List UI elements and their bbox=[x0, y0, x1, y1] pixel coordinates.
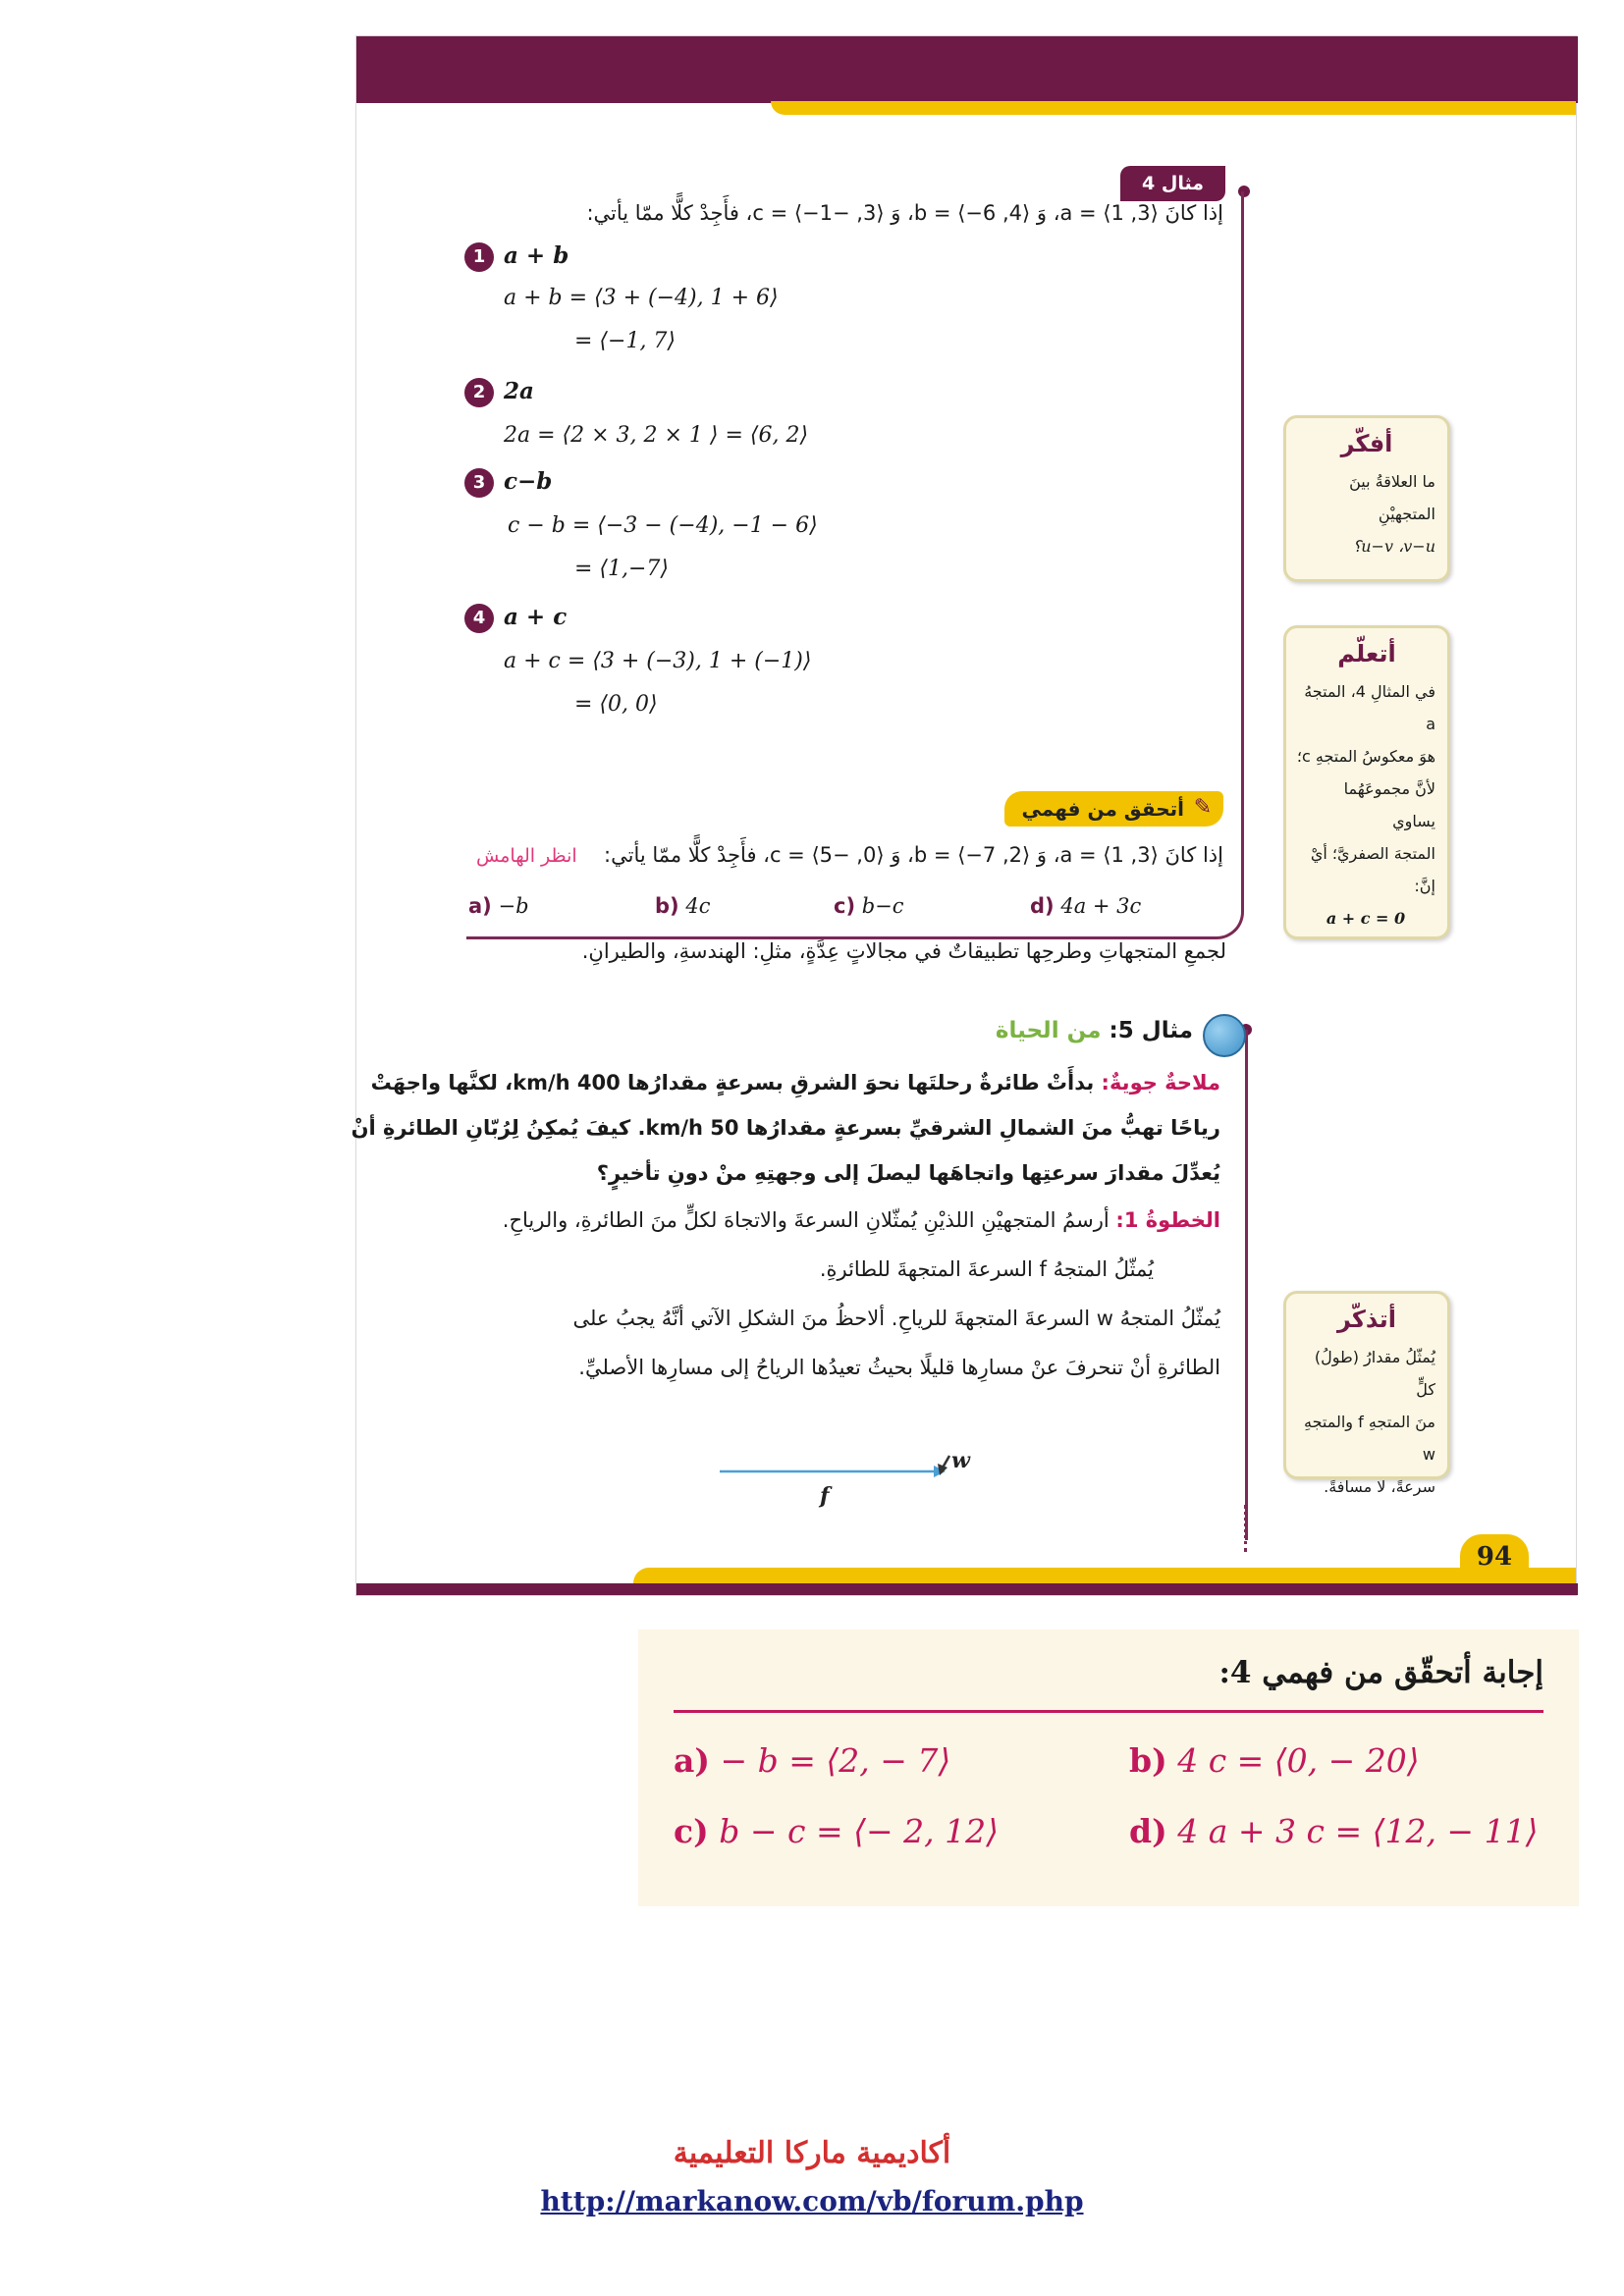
bottom-accent-stripe bbox=[633, 1568, 1576, 1583]
part-1-badge: 1 bbox=[464, 242, 494, 272]
part-3-label: c−b bbox=[504, 468, 553, 495]
part-3-line-1: c − b = ⟨−3 − (−4), −1 − 6⟩ bbox=[508, 513, 818, 538]
example4-intro: إذا كانَ ⟨3, 1⟩ = a، وَ ⟨4, 6−⟩ = b، وَ ⟨3, −1−⟩ = c، فأَجِدْ كلًّا ممّا يأتي: bbox=[586, 201, 1223, 225]
margin-note: انظر الهامش bbox=[476, 845, 577, 867]
top-accent-stripe bbox=[771, 101, 1576, 115]
option-b: b) 4c bbox=[655, 894, 711, 918]
pencil-icon: ✎ bbox=[1193, 795, 1213, 820]
remember-title: أتذكّر bbox=[1337, 1306, 1396, 1333]
part-1-label: a + b bbox=[504, 242, 569, 269]
vector-diagram bbox=[710, 1434, 1004, 1522]
part-2-label: 2a bbox=[504, 378, 534, 404]
answer-panel bbox=[638, 1629, 1579, 1906]
footer-organization: أكاديمية ماركا التعليمية bbox=[673, 2136, 951, 2170]
answer-b: b) 4 c = ⟨0, − 20⟩ bbox=[1129, 1741, 1420, 1780]
example5-line-2: رياحًا تهبُّ منَ الشمالِ الشرقيِّ بسرعةٍ مقدارُها 50 km/h. كيفَ يُمكِنُ لِرُبّانِ الطائرةِ أنْ bbox=[351, 1116, 1220, 1140]
answer-divider bbox=[674, 1710, 1543, 1713]
vector-applications-text: لجمعِ المتجهاتِ وطرحِها تطبيقاتٌ في مجالاتٍ عِدَّةٍ، مثلِ: الهندسةِ، والطيرانِ. bbox=[581, 939, 1226, 963]
learn-box bbox=[1283, 625, 1450, 939]
part-3-badge: 3 bbox=[464, 468, 494, 498]
vector-w-label: w bbox=[951, 1448, 970, 1473]
example5-side-line bbox=[1245, 1030, 1248, 1540]
answer-a: a) − b = ⟨2, − 7⟩ bbox=[674, 1741, 951, 1780]
vector-f-label: f bbox=[820, 1483, 830, 1509]
part-3-line-2: = ⟨1,−7⟩ bbox=[574, 557, 670, 581]
option-a: a) −b bbox=[468, 894, 529, 918]
answer-title: إجابة أتحقّق من فهمي 4: bbox=[1218, 1655, 1543, 1690]
think-box bbox=[1283, 415, 1450, 582]
answer-d: d) 4 a + 3 c = ⟨12, − 11⟩ bbox=[1129, 1812, 1539, 1850]
top-header-band bbox=[356, 36, 1578, 103]
part-2-badge: 2 bbox=[464, 378, 494, 407]
example5-line-f: يُمثّلُ المتجهُ f السرعةَ المتجهةَ للطائرةِ. bbox=[819, 1257, 1154, 1281]
part-1-line-1: a + b = ⟨3 + (−4), 1 + 6⟩ bbox=[504, 286, 779, 310]
page-number: 94 bbox=[1460, 1534, 1529, 1577]
option-c: c) b−c bbox=[834, 894, 904, 918]
think-text: ما العلاقةُ بينَ المتجهيْنِ u−v ،v−u؟ bbox=[1349, 472, 1435, 556]
check-intro: إذا كانَ ⟨3, 1⟩ = a، وَ ⟨2, 7−⟩ = b، وَ ⟨0, −5⟩ = c، فأَجِدْ كلًّا ممّا يأتي: bbox=[604, 843, 1223, 867]
footer-url-link[interactable]: http://markanow.com/vb/forum.php bbox=[540, 2185, 1084, 2217]
remember-box bbox=[1283, 1291, 1450, 1496]
check-understanding-badge bbox=[1004, 791, 1223, 827]
example5-title: مثال 5: من الحياة bbox=[995, 1018, 1193, 1043]
example5-line-w: يُمثّلُ المتجهُ w السرعةَ المتجهةَ للرياحِ. ألاحظُ منَ الشكلِ الآتي أنَّهُ يجبُ على bbox=[572, 1307, 1220, 1330]
example4-box bbox=[466, 173, 1244, 939]
example5-side-dots bbox=[1244, 1505, 1247, 1552]
check-understanding-title: أتحقق من فهمي bbox=[1021, 797, 1184, 821]
example5-line-deviate: الطائرةِ أنْ تنحرفَ عنْ مسارِها قليلًا بحيثُ تعيدُها الرياحُ إلى مسارِها الأصليِّ. bbox=[578, 1356, 1220, 1379]
think-title: أفكّر bbox=[1340, 430, 1393, 457]
example5-line-3: يُعدِّلَ مقدارَ سرعتِها واتجاهَها ليصلَ إلى وجهتِهِ منْ دونِ تأخيرٍ؟ bbox=[596, 1161, 1220, 1185]
example5-step1: الخطوةُ 1: أرسمُ المتجهيْنِ اللذيْنِ يُمثّلانِ السرعةَ والاتجاهَ لكلٍّ منَ الطائرةِ، والرياحِ. bbox=[502, 1208, 1220, 1232]
book-page bbox=[351, 35, 1577, 1596]
example4-tab: مثال 4 bbox=[1120, 166, 1225, 201]
example5-line-1: ملاحةٌ جويةٌ: بدأَتْ طائرةٌ رحلتَها نحوَ الشرقِ بسرعةٍ مقدارُها 400 km/h، لكنَّها واجهَتْ bbox=[370, 1071, 1220, 1095]
answer-c: c) b − c = ⟨− 2, 12⟩ bbox=[674, 1812, 999, 1850]
part-1-line-2: = ⟨−1, 7⟩ bbox=[574, 329, 677, 353]
option-d: d) 4a + 3c bbox=[1030, 894, 1142, 918]
part-4-badge: 4 bbox=[464, 604, 494, 633]
part-4-line-1: a + c = ⟨3 + (−3), 1 + (−1)⟩ bbox=[504, 649, 812, 673]
part-2-line-1: 2a = ⟨2 × 3, 2 × 1 ⟩ = ⟨6, 2⟩ bbox=[504, 423, 809, 448]
remember-text: يُمثّلُ مقدارُ (طولُ) كلٍّ منَ المتجهِ f والمتجهِ w سرعةً، لا مسافةً. bbox=[1304, 1348, 1435, 1496]
learn-title: أتعلّم bbox=[1337, 640, 1396, 667]
part-4-label: a + c bbox=[504, 604, 568, 630]
bottom-band bbox=[356, 1583, 1578, 1595]
globe-icon bbox=[1203, 1014, 1246, 1057]
learn-text: في المثالِ 4، المتجهُ a هوَ معكوسُ المتجهِ c؛ لأنَّ مجموعَهُما يساوي المتجهَ الصفريَّ؛ أيْ إنَّ: a + c = 0 bbox=[1296, 682, 1435, 928]
part-4-line-2: = ⟨0, 0⟩ bbox=[574, 692, 658, 717]
